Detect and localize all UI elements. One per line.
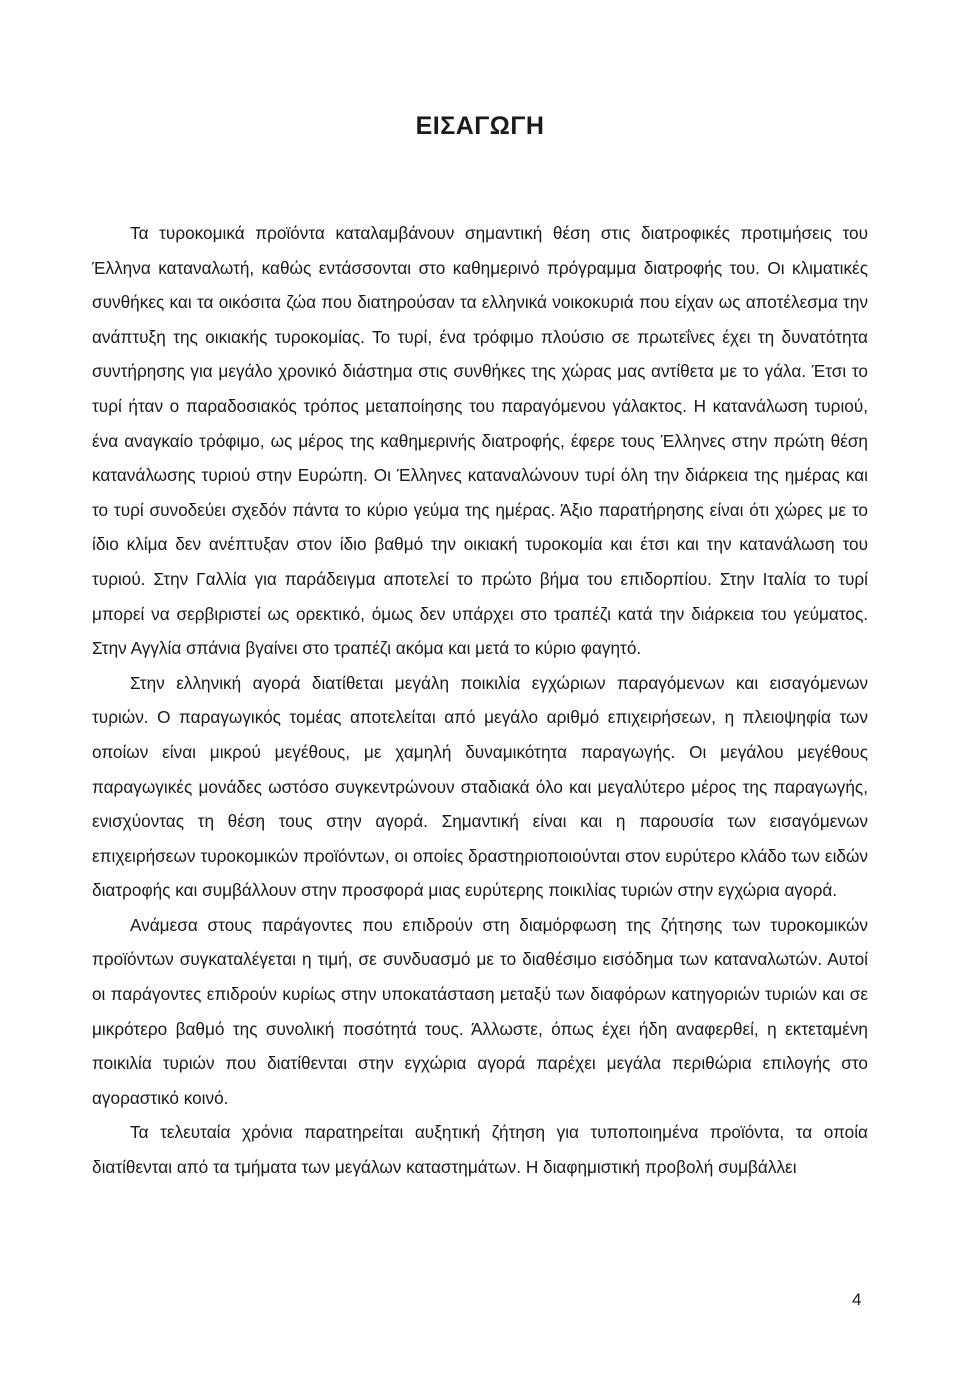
page-title: ΕΙΣΑΓΩΓΗ <box>415 112 545 140</box>
page-number: 4 <box>852 1290 862 1309</box>
paragraph-4: Τα τελευταία χρόνια παρατηρείται αυξητική ζήτηση για τυποποιημένα προϊόντα, τα οποία διατίθενται από τα τμήματα των μεγάλων καταστημάτων. Η διαφημιστική προβολή συμβάλλει <box>92 1122 868 1178</box>
body-text <box>92 216 868 1185</box>
paragraph-1: Τα τυροκομικά προϊόντα καταλαμβάνουν σημαντική θέση στις διατροφικές προτιμήσεις του Έλληνα καταναλωτή, καθώς εντάσσονται στο καθημερινό πρόγραμμα διατροφής του. Οι κλιματικές συνθήκες και τα οικόσιτα ζώα που διατηρούσαν τα ελληνικά νοικοκυριά που είχαν ως αποτέλεσμα την ανάπτυξη της οικιακής τυροκομίας. Το τυρί, ένα τρόφιμο πλούσιο σε πρωτεΐνες έχει τη δυνατότητα συντήρησης για μεγάλο χρονικό διάστημα στις συνθήκες της χώρας μας αντίθετα με το γάλα. Έτσι το τυρί ήταν ο παραδοσιακός τρόπος μεταποίησης του παραγόμενου γάλακτος. Η κατανάλωση τυριού, ένα αναγκαίο τρόφιμο, ως μέρος της καθημερινής διατροφής, έφερε τους Έλληνες στην πρώτη θέση κατανάλωσης τυριού στην Ευρώπη. Οι Έλληνες καταναλώνουν τυρί όλη την διάρκεια της ημέρας και το τυρί συνοδεύει σχεδόν πάντα το κύριο γεύμα της ημέρας. Άξιο παρατήρησης είναι ότι χώρες με το ίδιο κλίμα δεν ανέπτυξαν στον ίδιο βαθμό την οικιακή τυροκομία και έτσι και την κατανάλωση του τυριού. Στην Γαλλία για παράδειγμα αποτελεί το πρώτο βήμα του επιδορπίου. Στην Ιταλία το τυρί μπορεί να σερβιριστεί ως ορεκτικό, όμως δεν υπάρχει στο τραπέζι κατά την διάρκεια του γεύματος. Στην Αγγλία σπάνια βγαίνει στο τραπέζι ακόμα και μετά το κύριο φαγητό. <box>92 223 868 659</box>
paragraph-2: Στην ελληνική αγορά διατίθεται μεγάλη ποικιλία εγχώριων παραγόμενων και εισαγόμενων τυριών. Ο παραγωγικός τομέας αποτελείται από μεγάλο αριθμό επιχειρήσεων, η πλειοψηφία των οποίων είναι μικρού μεγέθους, με χαμηλή δυναμικότητα παραγωγής. Οι μεγάλου μεγέθους παραγωγικές μονάδες ωστόσο συγκεντρώνουν σταδιακά όλο και μεγαλύτερο μέρος της παραγωγής, ενισχύοντας τη θέση τους στην αγορά. Σημαντική είναι και η παρουσία των εισαγόμενων επιχειρήσεων τυροκομικών προϊόντων, οι οποίες δραστηριοποιούνται στον ευρύτερο κλάδο των ειδών διατροφής και συμβάλλουν στην προσφορά μιας ευρύτερης ποικιλίας τυριών στην εγχώρια αγορά. <box>92 672 868 901</box>
paragraph-3: Ανάμεσα στους παράγοντες που επιδρούν στη διαμόρφωση της ζήτησης των τυροκομικών προϊόντων συγκαταλέγεται η τιμή, σε συνδυασμό με το διαθέσιμο εισόδημα των καταναλωτών. Αυτοί οι παράγοντες επιδρούν κυρίως στην υποκατάσταση μεταξύ των διαφόρων κατηγοριών τυριών και σε μικρότερο βαθμό της συνολική ποσότητά τους. Άλλωστε, όπως έχει ήδη αναφερθεί, η εκτεταμένη ποικιλία τυριών που διατίθενται στην εγχώρια αγορά παρέχει μεγάλα περιθώρια επιλογής στο αγοραστικό κοινό. <box>92 914 868 1108</box>
